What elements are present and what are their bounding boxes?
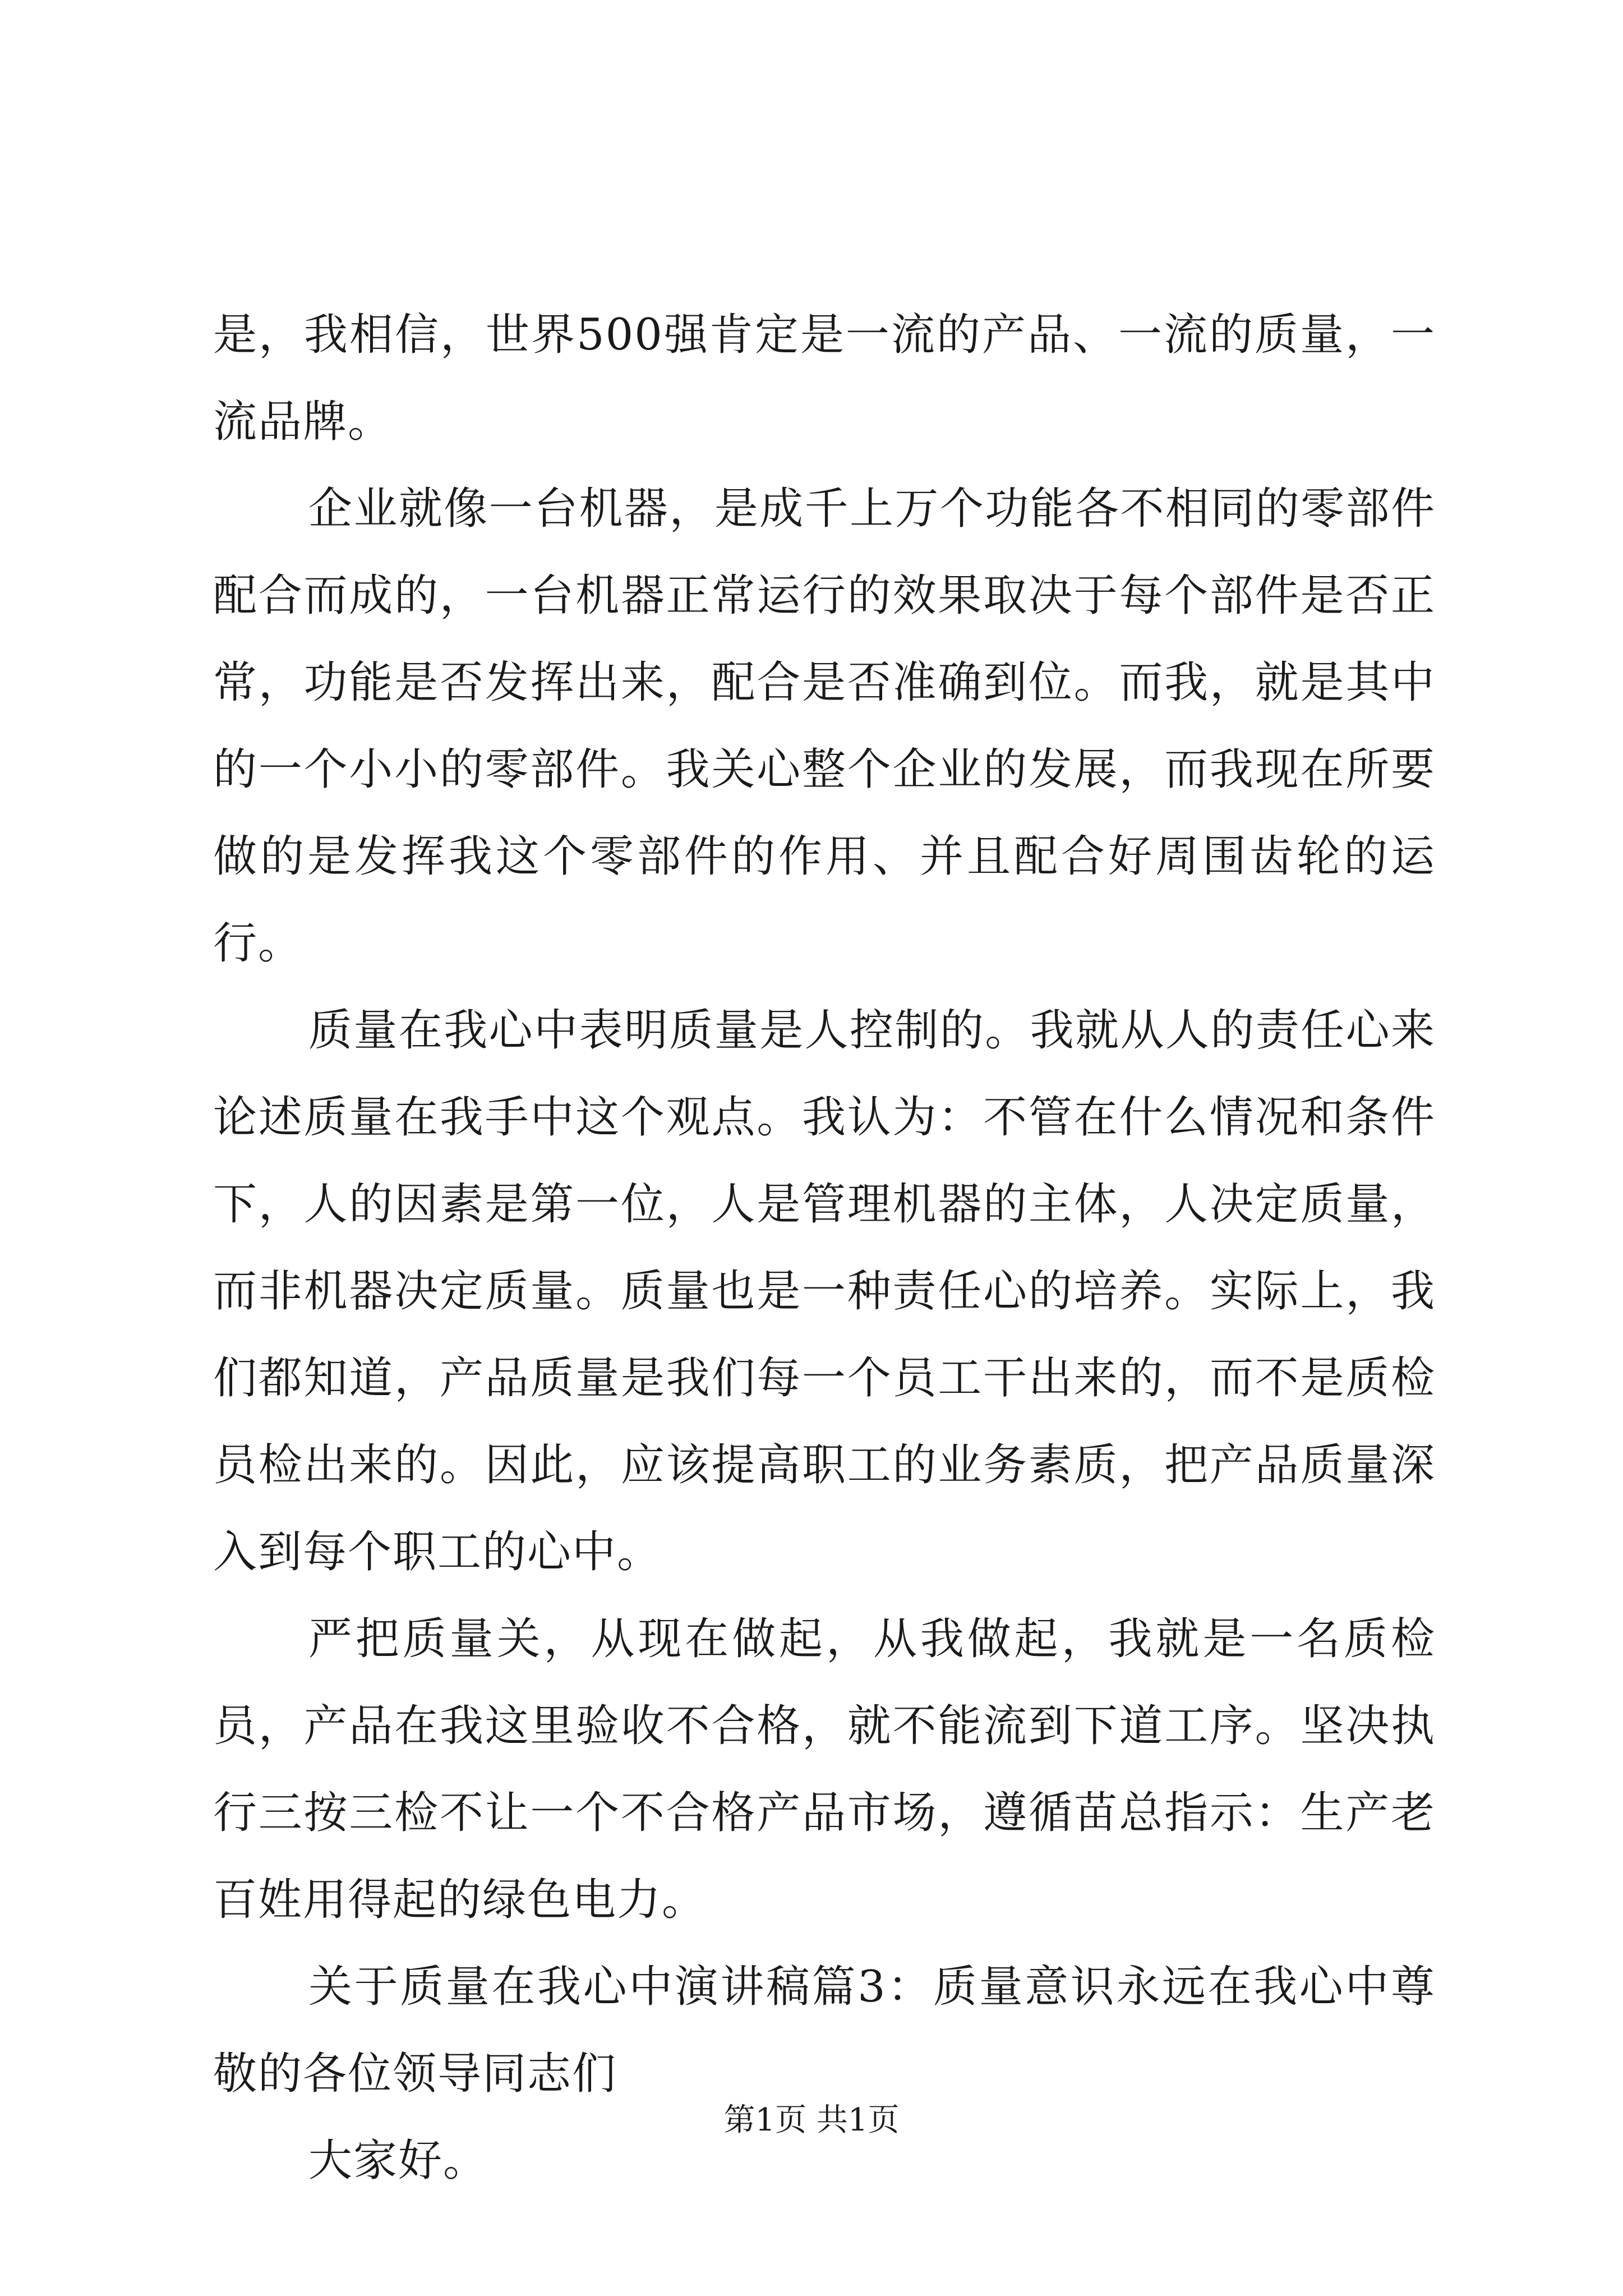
paragraph-2: 企业就像一台机器，是成千上万个功能各不相同的零部件配合而成的，一台机器正常运行的效果取决于每个部件是否正常，功能是否发挥出来，配合是否准确到位。而我，就是其中的一个小小的零部件。我关心整个企业的发展，而我现在所要做的是发挥我这个零部件的作用、并且配合好周围齿轮的运行。	[213, 484, 1436, 969]
document-body	[213, 292, 1436, 2205]
paragraph-3: 质量在我心中表明质量是人控制的。我就从人的责任心来论述质量在我手中这个观点。我认为：不管在什么情况和条件下，人的因素是第一位，人是管理机器的主体，人决定质量，而非机器决定质量。质量也是一种责任心的培养。实际上，我们都知道，产品质量是我们每一个员工干出来的，而不是质检员检出来的。因此，应该提高职工的业务素质，把产品质量深入到每个职工的心中。	[213, 1005, 1436, 1577]
paragraph-5: 关于质量在我心中演讲稿篇3：质量意识永远在我心中尊敬的各位领导同志们	[213, 1962, 1436, 2099]
paragraph-1: 是，我相信，世界500强肯定是一流的产品、一流的质量，一流品牌。	[213, 310, 1436, 447]
paragraph-6: 大家好。	[308, 2136, 488, 2186]
page-number-footer: 第1页 共1页	[723, 2102, 900, 2138]
paragraph-4: 严把质量关，从现在做起，从我做起，我就是一名质检员，产品在我这里验收不合格，就不能流到下道工序。坚决执行三按三检不让一个不合格产品市场，遵循苗总指示：生产老百姓用得起的绿色电力。	[213, 1614, 1436, 1925]
